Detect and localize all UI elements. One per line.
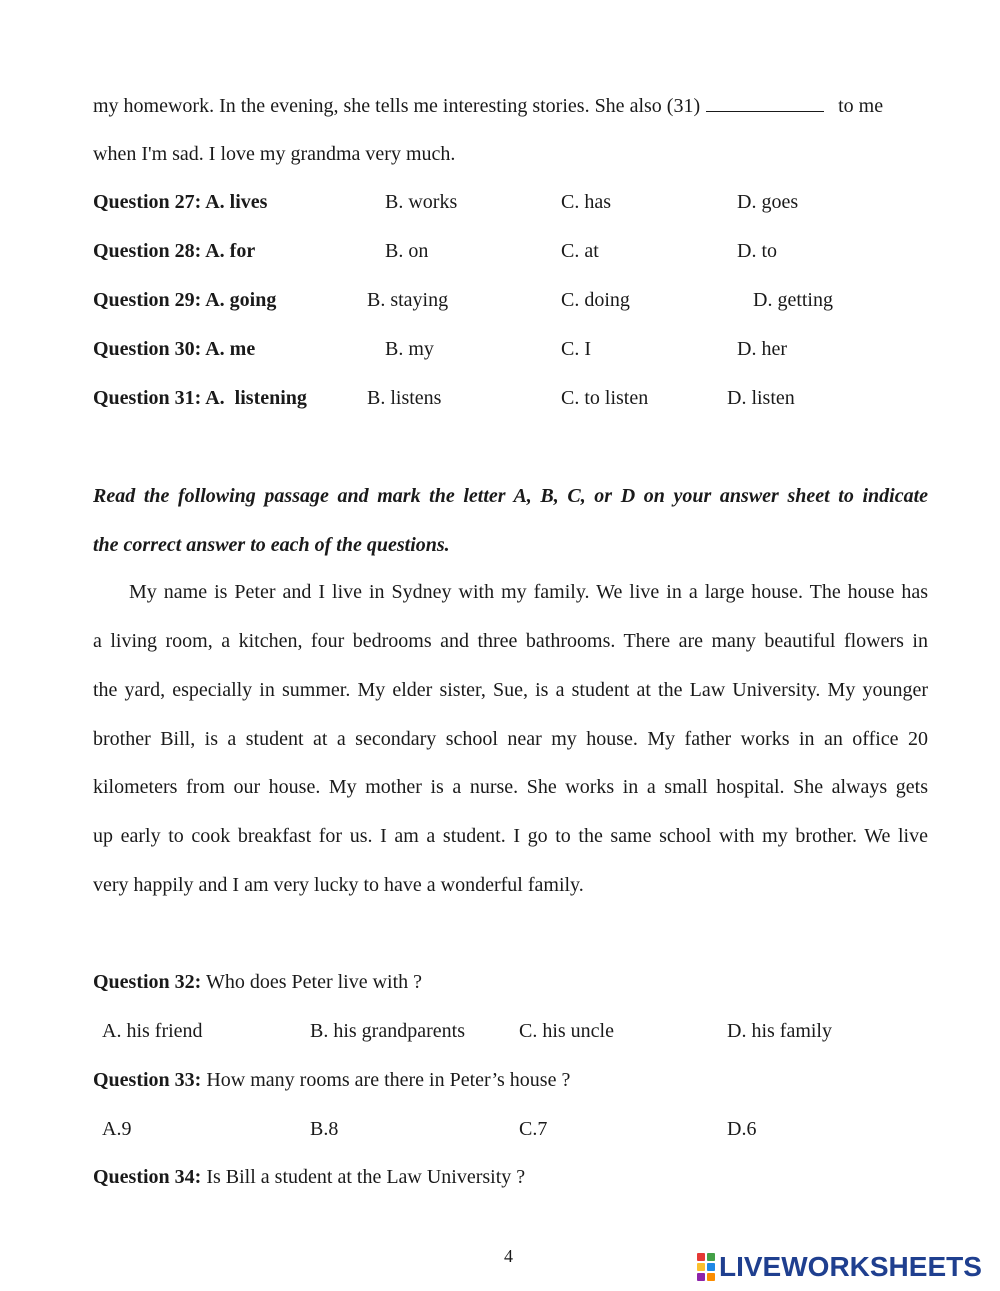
question-29-label: Question 29: A. going — [93, 289, 277, 311]
question-30-option-b[interactable]: B. my — [385, 338, 434, 360]
passage-line-2: a living room, a kitchen, four bedrooms and three bathrooms. There are many beautiful flowers in — [93, 630, 928, 652]
question-29-option-b[interactable]: B. staying — [367, 289, 449, 311]
question-34-text: Is Bill a student at the Law University ? — [201, 1166, 526, 1188]
page-number: 4 — [504, 1246, 513, 1266]
liveworksheets-logo[interactable] — [697, 1252, 982, 1282]
question-34-label: Question 34: — [93, 1166, 202, 1188]
question-27-label: Question 27: A. lives — [93, 191, 268, 213]
question-33-option-d[interactable]: D.6 — [727, 1118, 757, 1140]
question-29-option-c[interactable]: C. doing — [561, 289, 630, 311]
question-27-option-d[interactable]: D. goes — [737, 191, 799, 213]
question-31-option-b[interactable]: B. listens — [367, 387, 442, 409]
cloze-line-2: when I'm sad. I love my grandma very much. — [93, 143, 456, 165]
question-33 — [93, 1068, 570, 1092]
question-30-option-c[interactable]: C. I — [561, 338, 591, 360]
question-32-option-d[interactable]: D. his family — [727, 1020, 832, 1042]
question-28-option-c[interactable]: C. at — [561, 240, 599, 262]
question-32-label: Question 32: — [93, 971, 202, 993]
question-33-text: How many rooms are there in Peter’s house ? — [201, 1069, 571, 1091]
passage-line-4: brother Bill, is a student at a secondary school near my house. My father works in an office 20 — [93, 728, 928, 750]
logo-block — [697, 1263, 705, 1271]
logo-block — [707, 1263, 715, 1271]
reading-instruction-line-2: the correct answer to each of the questions. — [93, 534, 450, 556]
question-32 — [93, 970, 422, 994]
question-33-label: Question 33: — [93, 1069, 202, 1091]
question-28-option-d[interactable]: D. to — [737, 240, 777, 262]
logo-block — [707, 1253, 715, 1261]
passage-line-1: My name is Peter and I live in Sydney with my family. We live in a large house. The house has — [129, 581, 928, 603]
liveworksheets-brand-text: LIVEWORKSHEETS — [719, 1251, 982, 1282]
question-34 — [93, 1165, 525, 1189]
logo-block — [697, 1273, 705, 1281]
question-33-option-b[interactable]: B.8 — [310, 1118, 339, 1140]
passage-line-6: up early to cook breakfast for us. I am a student. I go to the same school with my brother. We live — [93, 825, 928, 847]
question-28-label: Question 28: A. for — [93, 240, 256, 262]
passage-line-7: very happily and I am very lucky to have a wonderful family. — [93, 874, 584, 896]
logo-block — [707, 1273, 715, 1281]
passage-line-5: kilometers from our house. My mother is a nurse. She works in a small hospital. She always gets — [93, 776, 928, 798]
question-29-option-d[interactable]: D. getting — [753, 289, 833, 311]
question-27-option-b[interactable]: B. works — [385, 191, 458, 213]
cloze-line-1-text: my homework. In the evening, she tells me interesting stories. She also (31) — [93, 95, 701, 117]
cloze-line-1 — [93, 93, 883, 118]
question-32-text: Who does Peter live with ? — [201, 971, 423, 993]
answer-blank-31[interactable] — [706, 93, 824, 112]
logo-block — [697, 1253, 705, 1261]
question-32-option-a[interactable]: A. his friend — [102, 1020, 203, 1042]
question-33-option-a[interactable]: A.9 — [102, 1118, 132, 1140]
question-32-option-b[interactable]: B. his grandparents — [310, 1020, 465, 1042]
question-30-option-d[interactable]: D. her — [737, 338, 787, 360]
reading-instruction-line-1: Read the following passage and mark the letter A, B, C, or D on your answer sheet to indicate — [93, 485, 928, 507]
question-32-option-c[interactable]: C. his uncle — [519, 1020, 614, 1042]
liveworksheets-logo-icon — [697, 1253, 715, 1281]
question-33-option-c[interactable]: C.7 — [519, 1118, 548, 1140]
question-31-option-d[interactable]: D. listen — [727, 387, 795, 409]
question-27-option-c[interactable]: C. has — [561, 191, 611, 213]
question-28-option-b[interactable]: B. on — [385, 240, 429, 262]
question-30-label: Question 30: A. me — [93, 338, 256, 360]
question-31-label: Question 31: A. listening — [93, 387, 307, 409]
cloze-line-1-end: to me — [838, 95, 884, 117]
question-31-option-c[interactable]: C. to listen — [561, 387, 649, 409]
passage-line-3: the yard, especially in summer. My elder sister, Sue, is a student at the Law University. My younger — [93, 679, 928, 701]
